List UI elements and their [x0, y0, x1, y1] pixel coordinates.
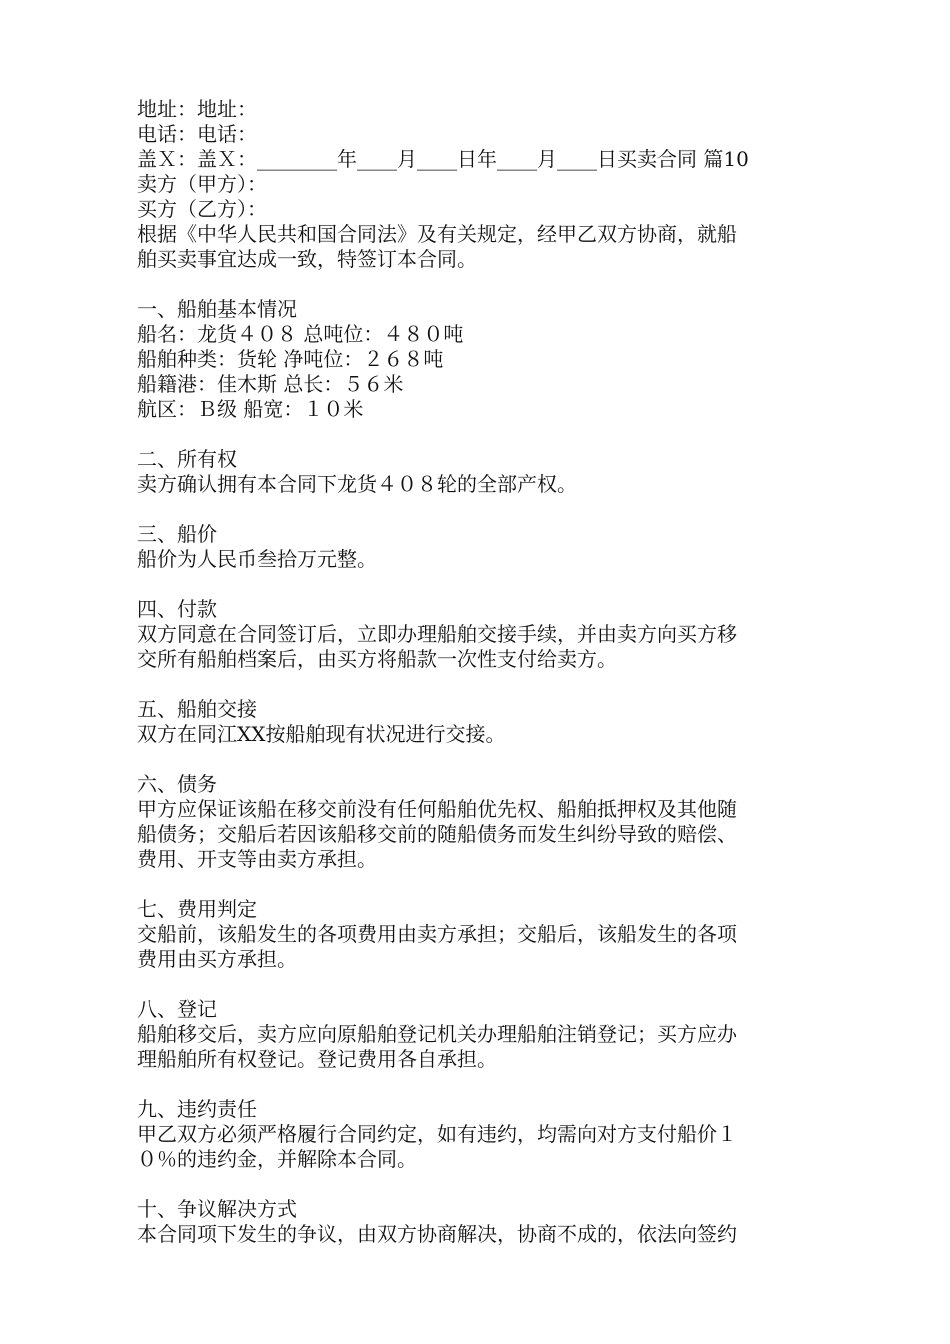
section-body-line: 甲乙双方必须严格履行合同约定，如有违约，均需向对方支付船价１: [137, 1122, 737, 1146]
section-body-line: 本合同项下发生的争议，由双方协商解决，协商不成的，依法向签约: [137, 1222, 737, 1246]
section-spacer: [137, 572, 827, 597]
section-spacer: [137, 1172, 827, 1197]
section-title: 四、付款: [137, 597, 217, 621]
section-spacer: [137, 272, 827, 297]
contract-sections: [137, 272, 827, 1247]
section-title: 六、债务: [137, 772, 217, 796]
section-spacer: [137, 497, 827, 522]
section-body-line: 理船舶所有权登记。登记费用各自承担。: [137, 1047, 497, 1071]
section-title: 二、所有权: [137, 447, 237, 471]
section-spacer: [137, 972, 827, 997]
section-body-line: 航区：Ｂ级 船宽：１０米: [137, 397, 364, 421]
phone-line: 电话：电话：: [137, 122, 257, 146]
section-title: 七、费用判定: [137, 897, 257, 921]
contract-document: [137, 97, 827, 1247]
section-spacer: [137, 747, 827, 772]
section-body-line: 船价为人民币叁拾万元整。: [137, 547, 377, 571]
section-body-line: 船籍港：佳木斯 总长：５６米: [137, 372, 404, 396]
intro-paragraph-line: 根据《中华人民共和国合同法》及有关规定，经甲乙双方协商，就船: [137, 222, 737, 246]
seal-date-line: 盖Ｘ：盖Ｘ：________年____月____日年____月____日买卖合同 篇10: [137, 147, 749, 171]
section-spacer: [137, 1072, 827, 1097]
section-body-line: 双方同意在合同签订后，立即办理船舶交接手续，并由卖方向买方移: [137, 622, 737, 646]
section-body-line: 费用、开支等由卖方承担。: [137, 847, 377, 871]
section-title: 一、船舶基本情况: [137, 297, 297, 321]
buyer-line: 买方（乙方）：: [137, 197, 267, 221]
section-body-line: 卖方确认拥有本合同下龙货４０８轮的全部产权。: [137, 472, 577, 496]
section-title: 九、违约责任: [137, 1097, 257, 1121]
section-title: 五、船舶交接: [137, 697, 257, 721]
seller-line: 卖方（甲方）：: [137, 172, 267, 196]
section-spacer: [137, 872, 827, 897]
section-body-line: ０％的违约金，并解除本合同。: [137, 1147, 417, 1171]
section-title: 十、争议解决方式: [137, 1197, 297, 1221]
section-body-line: 交所有船舶档案后，由买方将船款一次性支付给卖方。: [137, 647, 617, 671]
section-body-line: 交船前，该船发生的各项费用由卖方承担；交船后，该船发生的各项: [137, 922, 737, 946]
section-spacer: [137, 672, 827, 697]
section-body-line: 船舶移交后，卖方应向原船舶登记机关办理船舶注销登记；买方应办: [137, 1022, 737, 1046]
address-line: 地址：地址：: [137, 97, 257, 121]
section-title: 八、登记: [137, 997, 217, 1021]
intro-paragraph-line: 舶买卖事宜达成一致，特签订本合同。: [137, 247, 477, 271]
section-body-line: 船名：龙货４０８ 总吨位：４８０吨: [137, 322, 464, 346]
section-body-line: 费用由买方承担。: [137, 947, 297, 971]
section-body-line: 船债务；交船后若因该船移交前的随船债务而发生纠纷导致的赔偿、: [137, 822, 737, 846]
section-body-line: 甲方应保证该船在移交前没有任何船舶优先权、船舶抵押权及其他随: [137, 797, 737, 821]
section-spacer: [137, 422, 827, 447]
section-body-line: 船舶种类：货轮 净吨位：２６８吨: [137, 347, 444, 371]
section-body-line: 双方在同江XX按船舶现有状况进行交接。: [137, 722, 506, 746]
section-title: 三、船价: [137, 522, 217, 546]
